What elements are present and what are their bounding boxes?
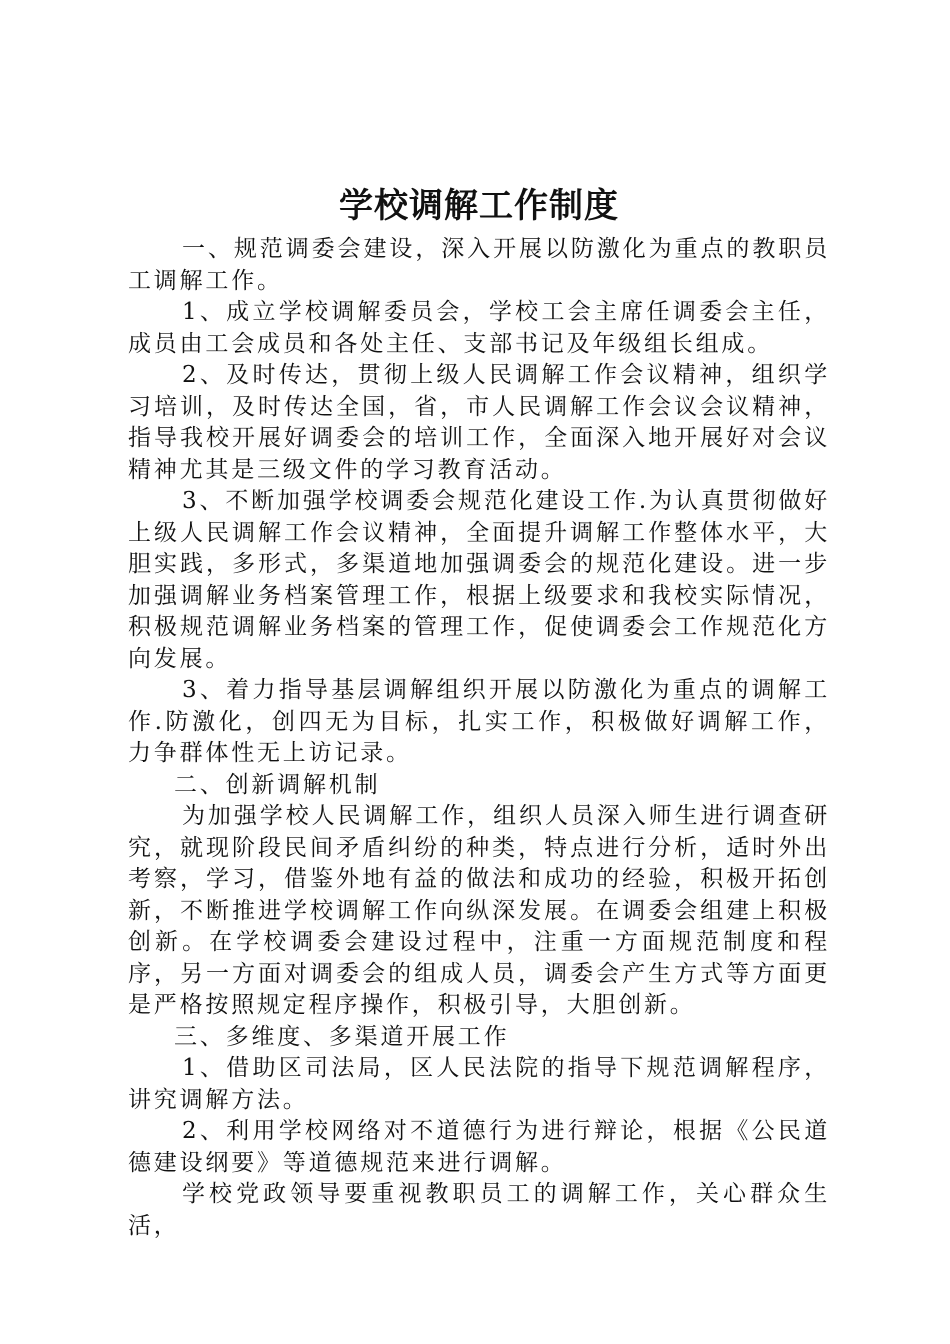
paragraph-item-3: 3、不断加强学校调委会规范化建设工作.为认真贯彻做好上级人民调解工作会议精神，全面提升调解工作整体水平，大胆实践，多形式，多渠道地加强调委会的规范化建设。进一步加强调解业务档案管理工作，根据上级要求和我校实际情况，积极规范调解业务档案的管理工作，促使调委会工作规范化方向发展。 — [128, 488, 830, 672]
paragraph-section-2-body: 为加强学校人民调解工作，组织人员深入师生进行调查研究，就现阶段民间矛盾纠纷的种类，特点进行分析，适时外出考察，学习，借鉴外地有益的做法和成功的经验，积极开拓创新，不断推进学校调解工作向纵深发展。在调委会组建上积极创新。在学校调委会建设过程中，注重一方面规范制度和程序，另一方面对调委会的组成人员，调委会产生方式等方面更是严格按照规定程序操作，积极引导，大胆创新。 — [128, 803, 830, 1018]
document-title: 学校调解工作制度 — [339, 186, 619, 226]
paragraph-item-1: 1、成立学校调解委员会，学校工会主席任调委会主任，成员由工会成员和各处主任、支部书记及年级组长组成。 — [128, 299, 830, 357]
paragraph-section-2-heading: 二、创新调解机制 — [174, 771, 381, 798]
paragraph-section-3-heading: 三、多维度、多渠道开展工作 — [174, 1023, 510, 1050]
paragraph-closing: 学校党政领导要重视教职员工的调解工作，关心群众生活， — [128, 1181, 830, 1239]
paragraph-item-3b: 3、着力指导基层调解组织开展以防激化为重点的调解工作.防激化，创四无为目标，扎实工作，积极做好调解工作，力争群体性无上访记录。 — [128, 677, 830, 766]
paragraph-section-3-item-1: 1、借助区司法局，区人民法院的指导下规范调解程序，讲究调解方法。 — [128, 1055, 830, 1113]
document-page — [128, 178, 830, 1242]
paragraph-item-2: 2、及时传达，贯彻上级人民调解工作会议精神，组织学习培训，及时传达全国，省，市人民调解工作会议会议精神，指导我校开展好调委会的培训工作，全面深入地开展好对会议精神尤其是三级文件的学习教育活动。 — [128, 362, 830, 483]
paragraph-section-3-item-2: 2、利用学校网络对不道德行为进行辩论，根据《公民道德建设纲要》等道德规范来进行调解。 — [128, 1118, 830, 1176]
paragraph-section-1-heading: 一、规范调委会建设，深入开展以防激化为重点的教职员工调解工作。 — [128, 236, 830, 294]
